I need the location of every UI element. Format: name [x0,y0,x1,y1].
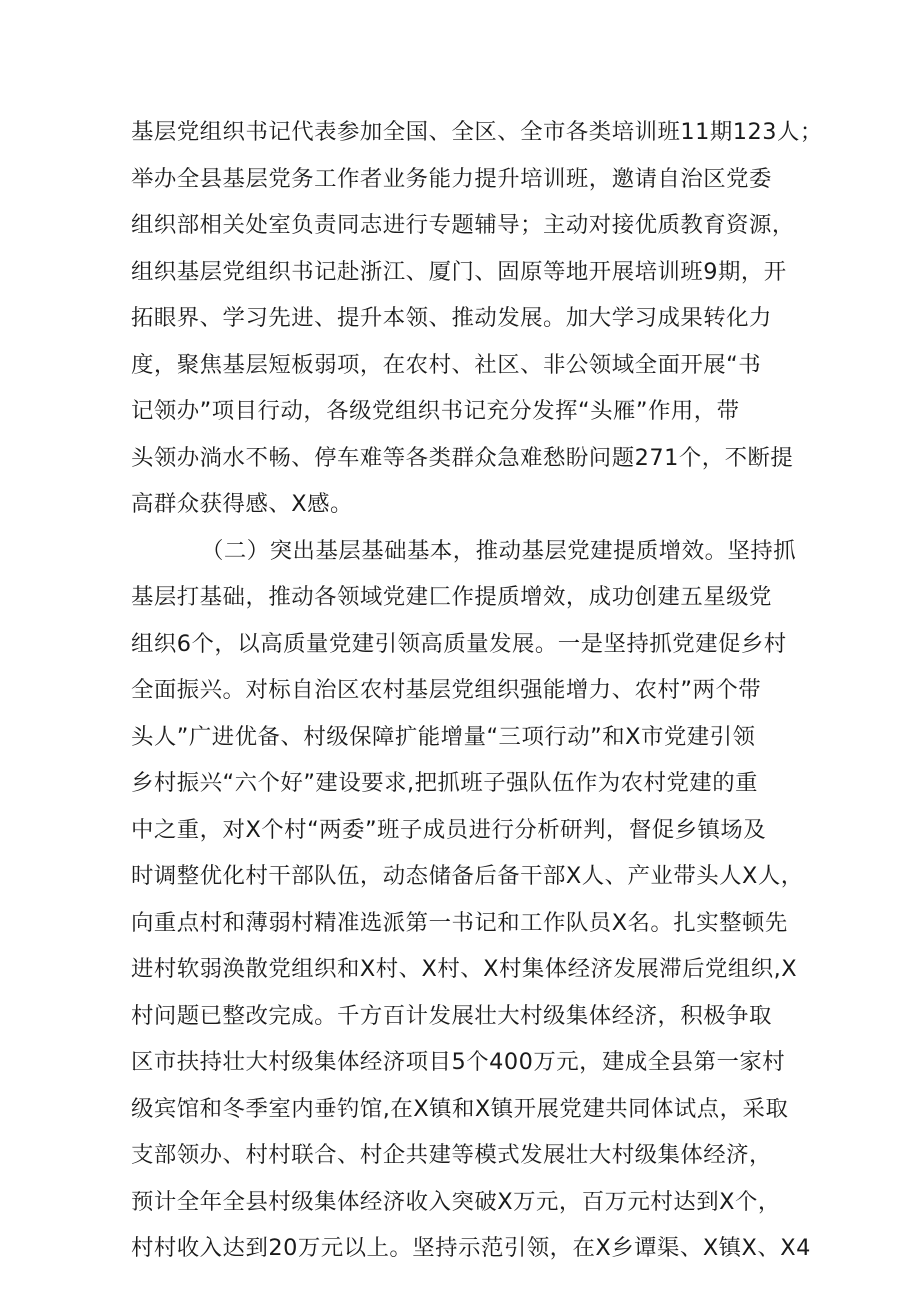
text-line: 记领办”项目行动，各级党组织书记充分发挥“头雁”作用，带 [131,398,740,424]
text-line: 村村收入达到20万元以上。坚持示范引领，在X乡谭渠、X镇X、X4 [131,1235,811,1261]
text-line: 全面振兴。对标自治区农村基层党组织强能增力、农村”两个带 [131,677,762,703]
text-line: 头人”广进优备、村级保障扩能增量“三项行动”和X市党建引领 [131,724,756,750]
section-heading-line: （二）突出基层基础基本，推动基层党建提质增效。坚持抓 [201,538,797,564]
text-line: 预计全年全县村级集体经济收入突破X万元，百万元村达到X个， [131,1189,781,1215]
text-line: 度，聚焦基层短板弱项，在农村、社区、非公领域全面开展“书 [131,352,762,378]
text-line: 拓眼界、学习先进、提升本领、推动发展。加大学习成果转化力 [131,305,772,331]
text-line: 举办全县基层党务工作者业务能力提升培训班，邀请自治区党委 [131,166,772,192]
text-line: 时调整优化村干部队伍，动态储备后备干部X人、产业带头人X人， [131,863,804,889]
text-line: 乡村振兴“六个好”建设要求,把抓班子强队伍作为农村党建的重 [131,770,758,796]
text-line: 级宾馆和冬季室内垂钓馆,在X镇和X镇开展党建共同体试点，采取 [131,1096,789,1122]
text-line: 支部领办、村村联合、村企共建等模式发展壮大村级集体经济， [131,1142,772,1168]
text-line: 组织部相关处室负责同志进行专题辅导；主动对接优质教育资源， [131,212,795,238]
text-line: 组织6个，以高质量党建引领高质量发展。一是坚持抓党建促乡村 [131,631,787,657]
text-line: 村问题已整改完成。千方百计发展壮大村级集体经济，积极争取 [131,1003,772,1029]
text-line: 区市扶持壮大村级集体经济项目5个400万元，建成全县第一家村 [131,1049,786,1075]
text-line: 向重点村和薄弱村精准选派第一书记和工作队员X名。扎实整顿先 [131,910,788,936]
text-line: 基层党组织书记代表参加全国、全区、全市各类培训班11期123人； [131,119,823,145]
text-line: 头领办淌水不畅、停车难等各类群众急难愁盼问题271个，不断提 [131,445,794,471]
text-line: 基层打基础，推动各领域党建匚作提质增效，成功创建五星级党 [131,584,772,610]
text-line: 高群众获得感、X感。 [131,491,353,517]
text-line: 进村软弱涣散党组织和X村、X村、X村集体经济发展滞后党组织,X [131,956,798,982]
text-line: 组织基层党组织书记赴浙江、厦门、固原等地开展培训班9期，开 [131,259,787,285]
text-line: 中之重，对X个村“两委”班子成员进行分析研判，督促乡镇场及 [131,817,767,843]
